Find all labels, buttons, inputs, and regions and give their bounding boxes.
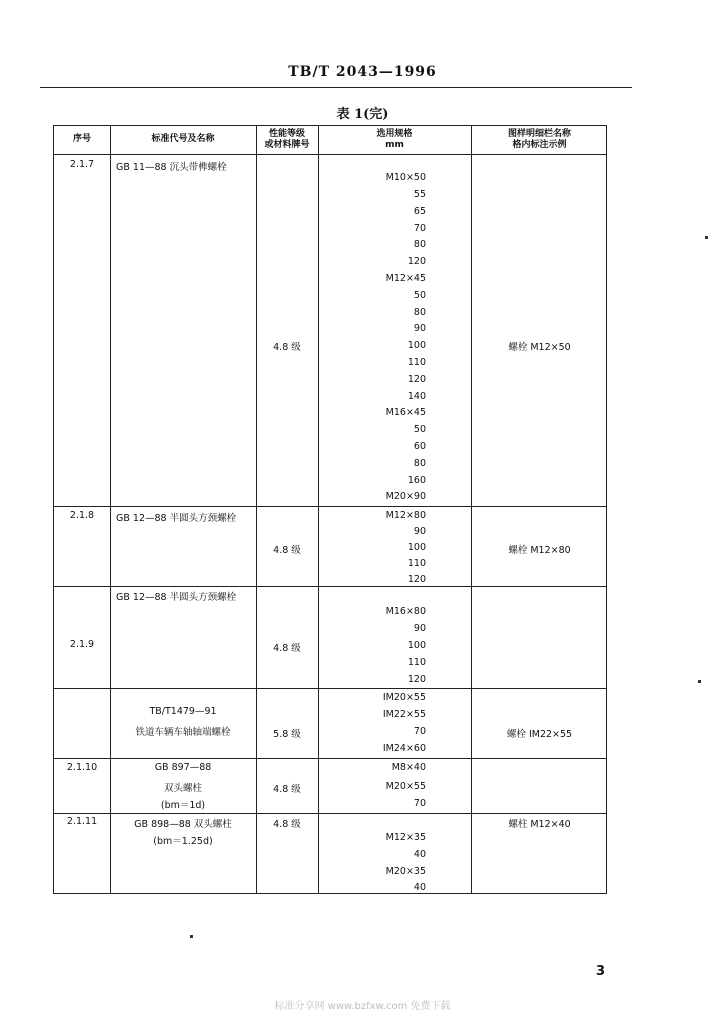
scan-speck: [705, 236, 708, 239]
standard-name: (bm＝1d): [160, 800, 206, 811]
header-no: 序号: [72, 134, 91, 144]
spec-value: M12×35: [385, 832, 426, 843]
spec-value: 120: [407, 374, 426, 385]
spec-value: M16×80: [385, 606, 426, 617]
row-divider: [54, 813, 606, 814]
row-number: 2.1.9: [69, 639, 95, 650]
col-divider: [471, 126, 472, 893]
spec-value: 120: [407, 674, 426, 685]
spec-value: 110: [407, 558, 426, 569]
col-divider: [110, 126, 111, 893]
col-divider: [256, 126, 257, 893]
grade: 4.8 级: [273, 545, 301, 556]
row-divider: [54, 586, 606, 587]
spec-value: 90: [413, 623, 426, 634]
spec-value: IM24×60: [382, 743, 426, 754]
scan-speck: [190, 935, 193, 938]
grade: 4.8 级: [273, 819, 301, 830]
standard-name: GB 12—88 半圆头方颈螺栓: [116, 592, 237, 603]
header-example: 图样明细栏名称 格内标注示例: [507, 129, 571, 150]
row-divider: [54, 506, 606, 507]
spec-value: IM22×55: [382, 709, 426, 720]
spec-value: 70: [413, 798, 426, 809]
row-divider: [54, 154, 606, 155]
example-value: 螺柱 M12×40: [508, 819, 571, 830]
row-number: 2.1.11: [66, 816, 98, 827]
header-spec: 选用规格 mm: [376, 129, 413, 150]
spec-value: 50: [413, 290, 426, 301]
example-value: 螺栓 M12×50: [508, 342, 571, 353]
spec-value: 120: [407, 574, 426, 585]
spec-value: 70: [413, 223, 426, 234]
spec-value: M10×50: [385, 172, 426, 183]
spec-value: 110: [407, 357, 426, 368]
example-value: 螺栓 IM22×55: [506, 729, 573, 740]
standard-name: GB 11—88 沉头带榫螺栓: [116, 162, 227, 173]
spec-value: 110: [407, 657, 426, 668]
spec-value: 90: [413, 323, 426, 334]
standard-name: GB 897—88: [154, 762, 212, 773]
standard-name: TB/T1479—91: [149, 706, 217, 717]
standard-header: TB/T 2043—1996: [288, 64, 437, 80]
row-number: 2.1.7: [69, 159, 95, 170]
spec-value: M12×45: [385, 273, 426, 284]
spec-value: 80: [413, 458, 426, 469]
spec-value: M20×55: [385, 781, 426, 792]
table-caption: 表 1(完): [336, 107, 389, 122]
spec-value: M20×35: [385, 866, 426, 877]
grade: 4.8 级: [273, 784, 301, 795]
spec-value: 60: [413, 441, 426, 452]
spec-value: 50: [413, 424, 426, 435]
page-number: 3: [596, 964, 606, 979]
spec-value: 100: [407, 340, 426, 351]
spec-value: M12×80: [385, 510, 426, 521]
watermark: 标准分享网 www.bzfxw.com 免费下载: [274, 1001, 451, 1012]
spec-value: 80: [413, 307, 426, 318]
spec-value: 100: [407, 542, 426, 553]
spec-value: 140: [407, 391, 426, 402]
spec-value: 70: [413, 726, 426, 737]
spec-value: 120: [407, 256, 426, 267]
spec-value: 55: [413, 189, 426, 200]
spec-value: M8×40: [391, 762, 426, 773]
spec-value: 40: [413, 882, 426, 893]
standard-name: (bm＝1.25d): [153, 836, 213, 847]
standard-name: GB 12—88 半圆头方颈螺栓: [116, 513, 237, 524]
header-name: 标准代号及名称: [151, 134, 215, 144]
grade: 4.8 级: [273, 342, 301, 353]
scan-speck: [698, 680, 701, 683]
row-number: 2.1.10: [66, 762, 98, 773]
grade: 4.8 级: [273, 643, 301, 654]
standard-name: 双头螺柱: [163, 783, 202, 794]
row-divider: [54, 758, 606, 759]
spec-value: M20×90: [385, 491, 426, 502]
spec-value: 90: [413, 526, 426, 537]
standard-name: GB 898—88 双头螺柱: [134, 819, 232, 830]
standard-name: 铁道车辆车轴轴端螺栓: [135, 727, 231, 738]
header-grade: 性能等级 或材料牌号: [264, 129, 310, 150]
spec-value: 160: [407, 475, 426, 486]
spec-value: M16×45: [385, 407, 426, 418]
spec-value: 65: [413, 206, 426, 217]
row-number: 2.1.8: [69, 510, 95, 521]
spec-table: [53, 125, 607, 894]
row-divider: [54, 688, 606, 689]
spec-value: 100: [407, 640, 426, 651]
spec-value: 80: [413, 239, 426, 250]
spec-value: 40: [413, 849, 426, 860]
spec-value: IM20×55: [382, 692, 426, 703]
header-rule: [40, 87, 632, 88]
grade: 5.8 级: [273, 729, 301, 740]
example-value: 螺栓 M12×80: [508, 545, 571, 556]
